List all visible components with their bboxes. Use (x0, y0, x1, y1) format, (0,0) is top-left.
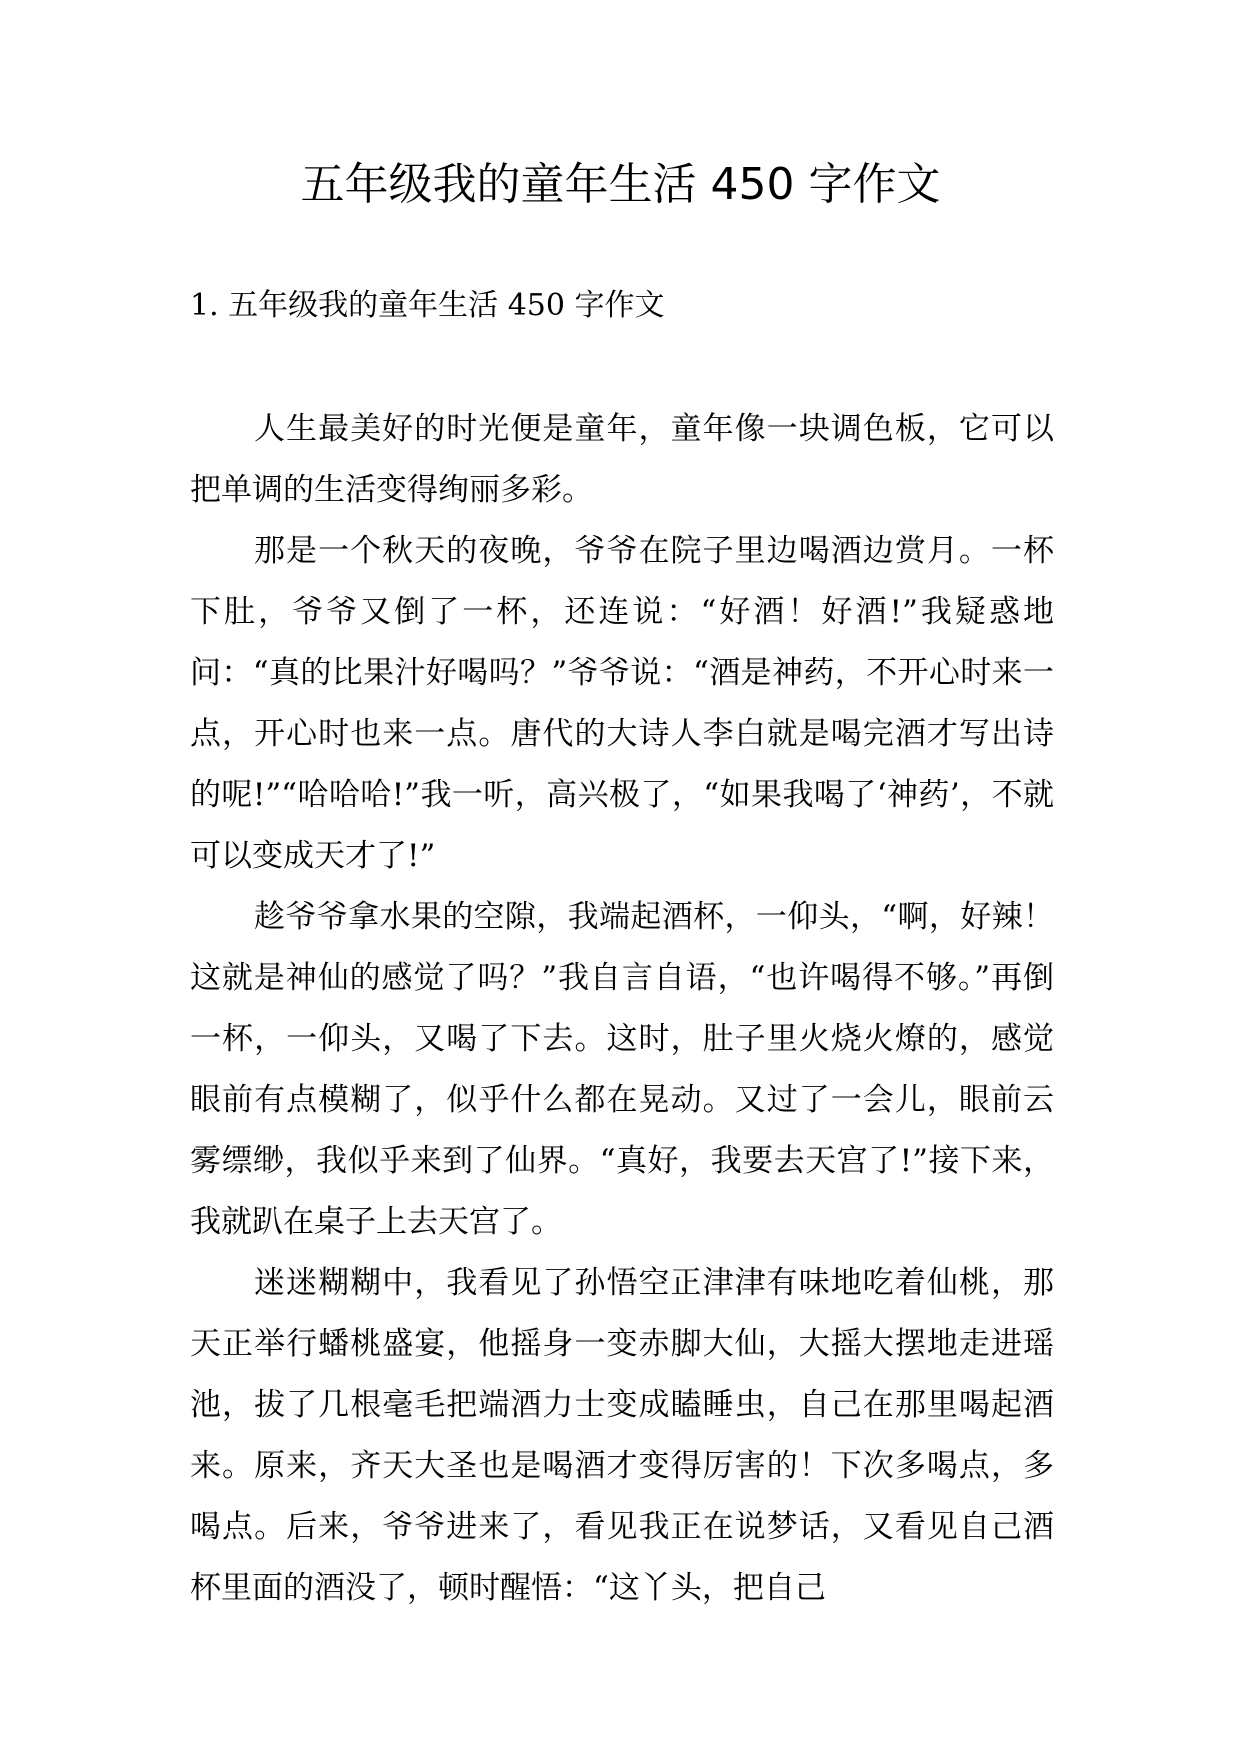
section-heading: 1. 五年级我的童年生活 450 字作文 (190, 288, 665, 323)
paragraph: 趁爷爷拿水果的空隙，我端起酒杯，一仰头，“啊，好辣！这就是神仙的感觉了吗？”我自言自语，“也许喝得不够。”再倒一杯，一仰头，又喝了下去。这时，肚子里火烧火燎的，感觉眼前有点模糊了，似乎什么都在晃动。又过了一会儿，眼前云雾缥缈，我似乎来到了仙界。“真好，我要去天宫了!”接下来，我就趴在桌子上去天宫了。 (190, 899, 1054, 1240)
paragraph: 迷迷糊糊中，我看见了孙悟空正津津有味地吃着仙桃，那天正举行蟠桃盛宴，他摇身一变赤脚大仙，大摇大摆地走进瑶池，拔了几根毫毛把端酒力士变成瞌睡虫，自己在那里喝起酒来。原来，齐天大圣也是喝酒才变得厉害的！下次多喝点，多喝点。后来，爷爷进来了，看见我正在说梦话，又看见自己酒杯里面的酒没了，顿时醒悟：“这丫头，把自己 (190, 1265, 1054, 1606)
essay-body (190, 399, 1054, 1619)
paragraph: 那是一个秋天的夜晚，爷爷在院子里边喝酒边赏月。一杯下肚，爷爷又倒了一杯，还连说：“好酒！好酒!”我疑惑地问：“真的比果汁好喝吗？”爷爷说：“酒是神药，不开心时来一点，开心时也来一点。唐代的大诗人李白就是喝完酒才写出诗的呢!”“哈哈哈!”我一听，高兴极了，“如果我喝了‘神药’，不就可以变成天才了!” (190, 533, 1054, 874)
paragraph: 人生最美好的时光便是童年，童年像一块调色板，它可以把单调的生活变得绚丽多彩。 (190, 411, 1054, 508)
document-title: 五年级我的童年生活 450 字作文 (300, 159, 941, 210)
